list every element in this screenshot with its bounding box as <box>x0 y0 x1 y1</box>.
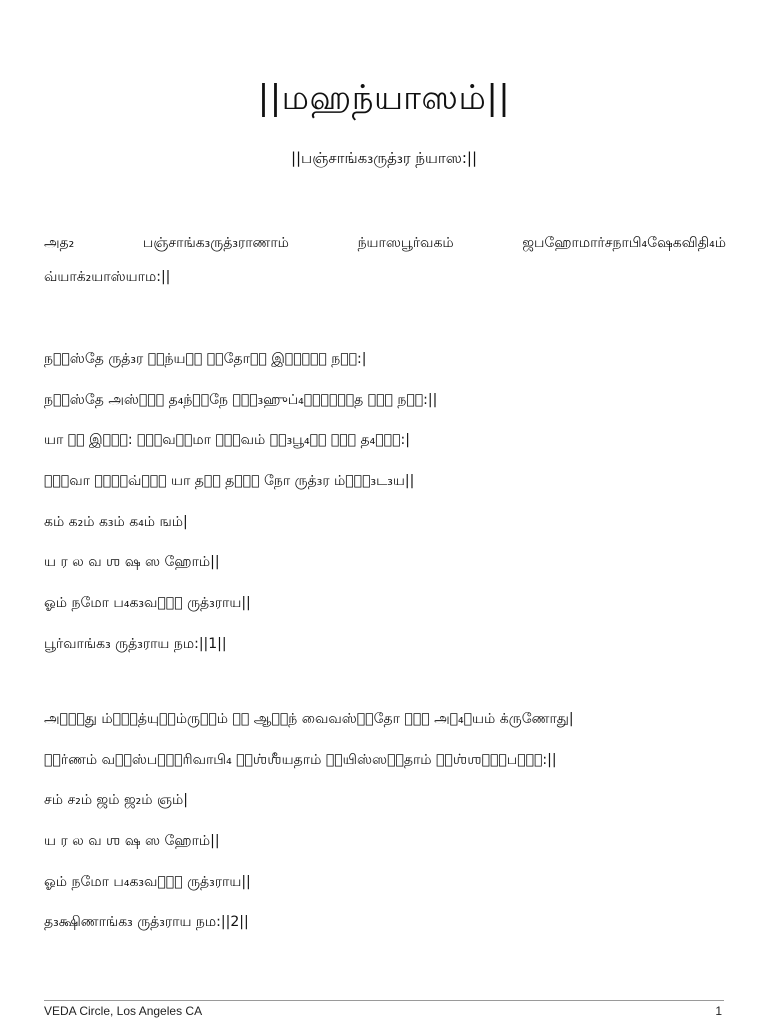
verse-line: ஶி॒வா ஶ॑ர॒வ்யா॑ யா தவ॒ தயா॑ நோ ருத்₃ர ம்ரு॒₃ட₃ய|| <box>44 473 415 490</box>
intro-word: ஜபஹோமார்சநாபி₄ஷேகவிதி₄ம் <box>522 235 726 251</box>
footer-organization: VEDA Circle, Los Angeles CA <box>44 1004 203 1018</box>
verse-line: நம॑ஸ்தே ருத்₃ர ம॒ந்யவ॑ உ॒தோத॒ இஷ॑வே॒ நம॑:| <box>44 351 367 367</box>
verse-line: ஓம் நமோ ப₄க₃வதே॑ ருத்₃ராய|| <box>44 595 251 612</box>
intro-paragraph <box>44 226 726 294</box>
verse-line: த₃க்ஷிணாங்க₃ ருத்₃ராய நம:||2|| <box>44 914 249 931</box>
verse-line: யா த॒ இஷு॑: ஶி॒வத॑மா ஶி॒வம் ப॒₃பூ₄வ॑ தே॒ த₄நு॑:| <box>44 432 410 449</box>
verse-line: ஓம் நமோ ப₄க₃வதே॑ ருத்₃ராய|| <box>44 873 251 890</box>
intro-line-1 <box>44 226 726 260</box>
verse-line: ப॒ர்ணம் வந॒ஸ்பதே॑ரிவாபி₄ ந॑ஶ்ஶீயதாம் ர॒யிஸ்ஸச॑தாம் ந॒ஶ்ஶசீ॒பதி॑:|| <box>44 751 557 768</box>
intro-word: பஞ்சாங்க₃ருத்₃ராணாம் <box>142 235 289 251</box>
page-number: 1 <box>715 1004 722 1018</box>
verse-block-1 <box>44 344 744 670</box>
intro-line-2: வ்யாக்₂யாஸ்யாம:|| <box>44 269 171 285</box>
verse-block-2 <box>44 704 744 948</box>
verse-line: சம் ச₂ம் ஜம் ஜ₂ம் ஞம்| <box>44 792 188 809</box>
intro-word: ந்யாஸபூர்வகம் <box>357 235 454 251</box>
verse-line: ய ர ல வ ஶ ஷ ஸ ஹோம்|| <box>44 554 220 571</box>
verse-line: பூர்வாங்க₃ ருத்₃ராய நம:||1|| <box>44 635 227 652</box>
page-title: ||மஹந்யாஸம்|| <box>257 78 511 118</box>
verse-line: நம॑ஸ்தே அஸ்து॒ த₄ந்வ॑நே பா॒₃ஹுப்₄யா॑மு॒த தே॒ நம॑:|| <box>44 391 438 408</box>
intro-word: அத₂ <box>44 235 75 251</box>
verse-line: அபை॑து ம்ரு॒த்யுர॒ம்ருத॒ம் ந॒ ஆக॑ந் வைவஸ்வ॒தோ நோ॒ அப₄॑யம் க்ருணோது| <box>44 711 574 727</box>
footer-divider <box>44 1000 724 1001</box>
verse-line: ய ர ல வ ஶ ஷ ஸ ஹோம்|| <box>44 833 220 850</box>
verse-line: கம் க₂ம் க₃ம் க₄ம் ஙம்| <box>44 513 188 530</box>
page-subtitle: ||பஞ்சாங்க₃ருத்₃ர ந்யாஸ:|| <box>290 149 478 167</box>
